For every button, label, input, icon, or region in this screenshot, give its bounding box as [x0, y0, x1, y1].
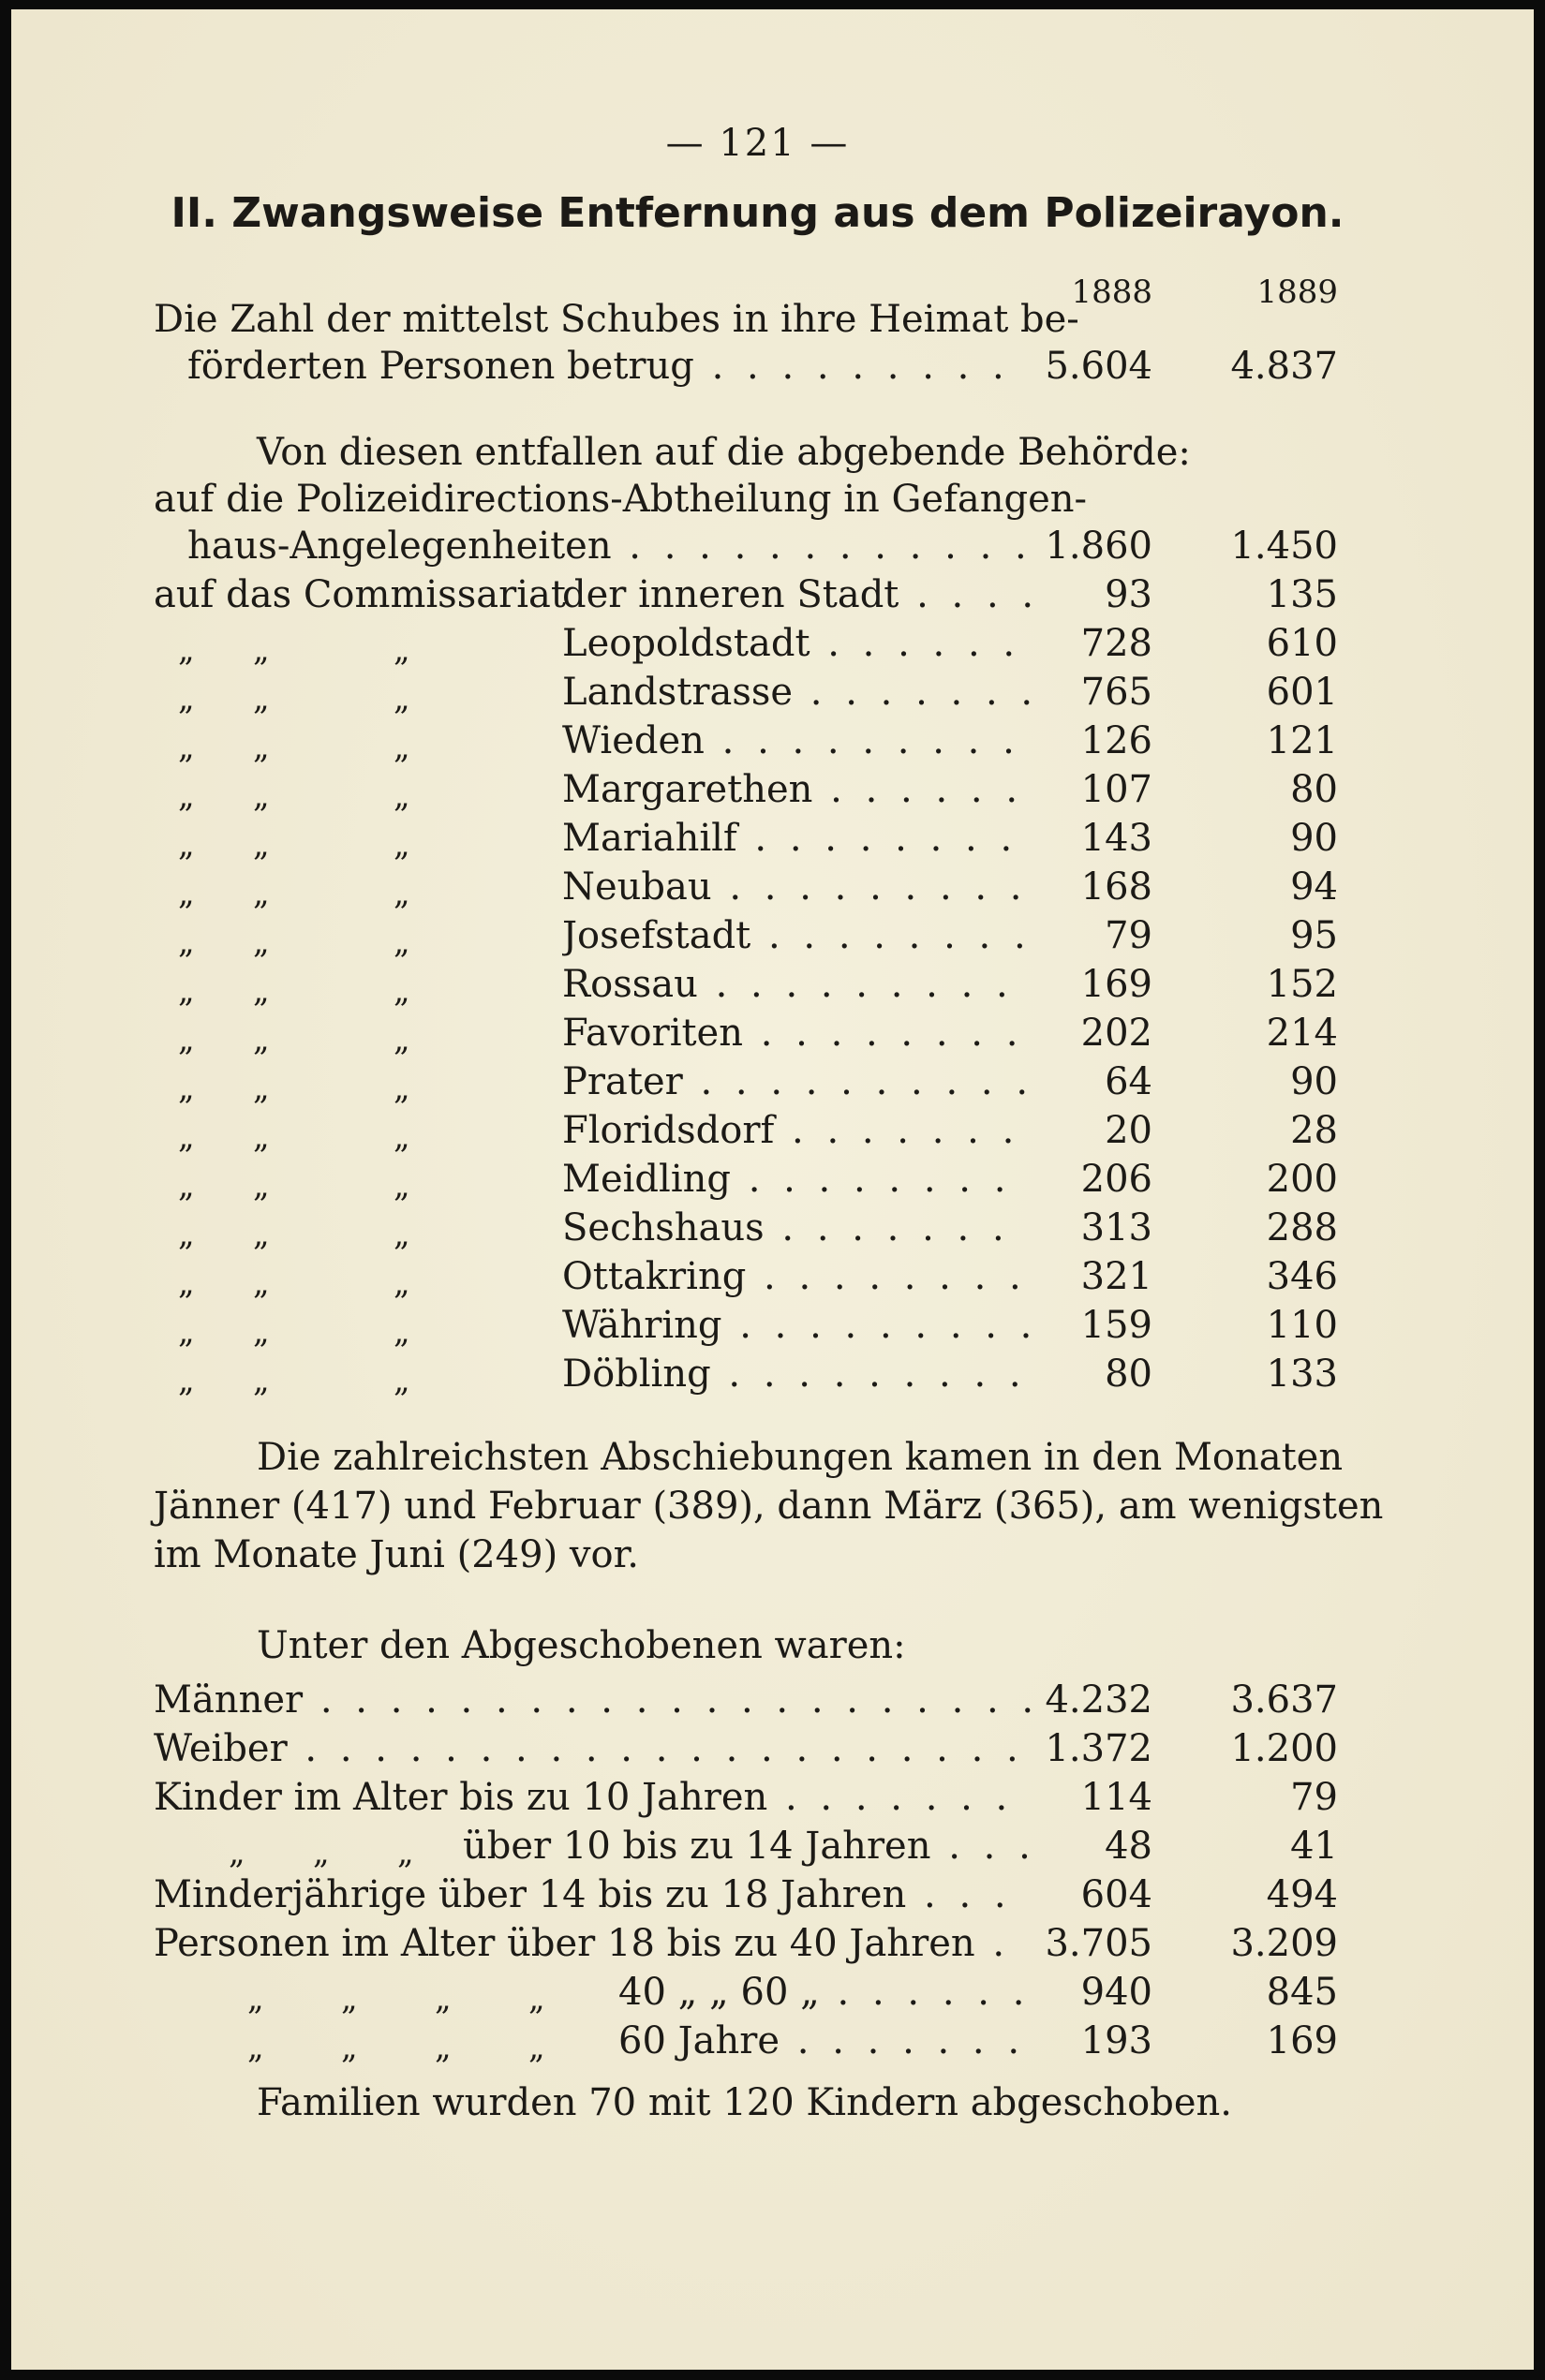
- district-value-1888: 321: [1080, 1255, 1152, 1298]
- ditto-mark: „: [178, 1021, 195, 1058]
- deported-value-1889: 79: [1290, 1776, 1338, 1819]
- district-value-1888: 143: [1080, 817, 1152, 860]
- district-name: [562, 1353, 1031, 1396]
- ditto-mark: „: [253, 1216, 270, 1253]
- district-value-1888: 64: [1105, 1060, 1152, 1103]
- district-value-1888: 93: [1105, 573, 1152, 616]
- district-value-1889: 80: [1290, 768, 1338, 811]
- authorities-intro: Von diesen entfallen auf die abgebende Behörde:: [257, 431, 1191, 474]
- deported-label-text: Kinder im Alter bis zu 10 Jahren: [154, 1776, 768, 1819]
- ditto-mark: „: [178, 1167, 195, 1205]
- district-name: [562, 768, 1031, 811]
- district-value-1889: 121: [1266, 719, 1338, 762]
- district-name-text: Neubau: [562, 865, 712, 909]
- ditto-mark: „: [394, 631, 410, 669]
- ditto-mark: „: [394, 826, 410, 864]
- ditto-mark: „: [253, 972, 270, 1010]
- district-value-1888: 313: [1080, 1206, 1152, 1249]
- deported-label-text: Personen im Alter über 18 bis zu 40 Jahren: [154, 1922, 975, 1965]
- ditto-mark: „: [178, 777, 195, 815]
- district-value-1889: 110: [1266, 1304, 1338, 1347]
- ditto-mark: „: [253, 875, 270, 912]
- deported-label-text: Minderjährige über 14 bis zu 18 Jahren: [154, 1873, 907, 1916]
- district-name-text: Währing: [562, 1304, 722, 1347]
- district-value-1889: 90: [1290, 1060, 1338, 1103]
- district-name-text: Rossau: [562, 963, 698, 1006]
- district-value-1889: 601: [1266, 671, 1338, 714]
- district-name-text: Ottakring: [562, 1255, 747, 1298]
- ditto-mark: „: [253, 1118, 270, 1156]
- deported-intro: Unter den Abgeschobenen waren:: [257, 1624, 906, 1667]
- section-title: II. Zwangsweise Entfernung aus dem Polizeirayon.: [171, 189, 1344, 237]
- ditto-mark: „: [253, 777, 270, 815]
- deported-value-1888: 4.232: [1045, 1678, 1152, 1722]
- polizei-line-1: auf die Polizeidirections-Abtheilung in Gefangen-: [154, 478, 1088, 521]
- district-name-text: Döbling: [562, 1353, 711, 1396]
- ditto-mark: „: [435, 1980, 452, 2018]
- district-value-1889: 214: [1266, 1012, 1338, 1055]
- deported-value-1889: 41: [1290, 1825, 1338, 1868]
- district-value-1888: 126: [1080, 719, 1152, 762]
- deported-value-1888: 940: [1080, 1971, 1152, 2014]
- ditto-mark: „: [178, 1216, 195, 1253]
- ditto-mark: „: [394, 1118, 410, 1156]
- district-name: [562, 1109, 1031, 1152]
- deported-label: [618, 1971, 1031, 2014]
- ditto-mark: „: [229, 1834, 245, 1871]
- ditto-mark: „: [394, 729, 410, 766]
- deported-value-1889: 845: [1266, 1971, 1338, 2014]
- polizei-line-2-text: haus-Angelegenheiten: [187, 525, 612, 568]
- deported-value-1888: 114: [1080, 1776, 1152, 1819]
- district-value-1889: 95: [1290, 914, 1338, 957]
- ditto-mark: „: [394, 1313, 410, 1351]
- ditto-mark: „: [178, 729, 195, 766]
- ditto-mark: „: [313, 1834, 330, 1871]
- families-note: Familien wurden 70 mit 120 Kindern abgeschoben.: [257, 2081, 1232, 2124]
- district-name: [562, 1158, 1031, 1201]
- ditto-mark: „: [178, 826, 195, 864]
- district-value-1888: 159: [1080, 1304, 1152, 1347]
- ditto-mark: „: [178, 972, 195, 1010]
- district-value-1889: 28: [1290, 1109, 1338, 1152]
- deported-label: [463, 1825, 1031, 1868]
- ditto-mark: „: [394, 1264, 410, 1302]
- district-name: [562, 963, 1031, 1006]
- district-name-text: Landstrasse: [562, 671, 794, 714]
- intro-value-1889: 4.837: [1230, 345, 1338, 388]
- ditto-mark: „: [394, 1021, 410, 1058]
- months-paragraph-line-1: Die zahlreichsten Abschiebungen kamen in den Monaten: [257, 1436, 1344, 1479]
- district-value-1889: 200: [1266, 1158, 1338, 1201]
- ditto-mark: „: [253, 631, 270, 669]
- district-value-1888: 202: [1080, 1012, 1152, 1055]
- ditto-mark: „: [253, 1021, 270, 1058]
- ditto-mark: „: [394, 1167, 410, 1205]
- deported-value-1888: 3.705: [1045, 1922, 1152, 1965]
- ditto-mark: „: [178, 1118, 195, 1156]
- deported-value-1888: 48: [1105, 1825, 1152, 1868]
- district-name-text: Favoriten: [562, 1012, 743, 1055]
- polizei-value-1888: 1.860: [1045, 525, 1152, 568]
- deported-label: [618, 2019, 1031, 2062]
- ditto-mark: „: [394, 680, 410, 717]
- deported-label: [154, 1727, 1031, 1770]
- district-name: [562, 914, 1031, 957]
- deported-value-1888: 604: [1080, 1873, 1152, 1916]
- deported-label: [154, 1873, 1031, 1916]
- ditto-mark: „: [394, 924, 410, 961]
- ditto-mark: „: [341, 2029, 358, 2066]
- intro-line-2-text: förderten Personen betrug: [187, 345, 694, 388]
- ditto-mark: „: [178, 875, 195, 912]
- district-name: [562, 817, 1031, 860]
- ditto-mark: „: [435, 2029, 452, 2066]
- district-value-1889: 133: [1266, 1353, 1338, 1396]
- district-value-1889: 135: [1266, 573, 1338, 616]
- deported-label: [154, 1922, 1031, 1965]
- district-name-text: Margarethen: [562, 768, 813, 811]
- ditto-mark: „: [253, 1264, 270, 1302]
- district-value-1888: 765: [1080, 671, 1152, 714]
- ditto-mark: „: [178, 680, 195, 717]
- intro-line-1: Die Zahl der mittelst Schubes in ihre Heimat be-: [154, 298, 1079, 341]
- deported-label: [154, 1776, 1031, 1819]
- district-value-1888: 20: [1105, 1109, 1152, 1152]
- ditto-mark: „: [394, 875, 410, 912]
- ditto-mark: „: [394, 1216, 410, 1253]
- district-name-text: der inneren Stadt: [562, 573, 899, 616]
- district-value-1888: 107: [1080, 768, 1152, 811]
- months-paragraph-line-2: Jänner (417) und Februar (389), dann März (365), am wenigsten: [154, 1485, 1384, 1528]
- district-value-1888: 169: [1080, 963, 1152, 1006]
- ditto-mark: „: [247, 2029, 264, 2066]
- ditto-mark: „: [341, 1980, 358, 2018]
- page-number: — 121 —: [665, 122, 850, 165]
- ditto-mark: „: [178, 1362, 195, 1399]
- deported-label: [154, 1678, 1031, 1722]
- district-name: [562, 1206, 1031, 1249]
- district-name: [562, 719, 1031, 762]
- ditto-mark: „: [253, 729, 270, 766]
- months-paragraph-line-3: im Monate Juni (249) vor.: [154, 1533, 640, 1576]
- district-name-text: Mariahilf: [562, 817, 737, 860]
- intro-value-1888: 5.604: [1045, 345, 1152, 388]
- deported-value-1889: 494: [1266, 1873, 1338, 1916]
- deported-label-text: über 10 bis zu 14 Jahren: [463, 1825, 931, 1868]
- deported-value-1888: 1.372: [1045, 1727, 1152, 1770]
- ditto-mark: „: [394, 972, 410, 1010]
- deported-value-1889: 3.209: [1230, 1922, 1338, 1965]
- district-name-text: Josefstadt: [562, 914, 751, 957]
- ditto-mark: „: [178, 1313, 195, 1351]
- district-value-1889: 90: [1290, 817, 1338, 860]
- district-name: [562, 1255, 1031, 1298]
- district-value-1889: 94: [1290, 865, 1338, 909]
- ditto-mark: „: [394, 1070, 410, 1107]
- district-name: [562, 573, 1031, 616]
- district-name: [562, 865, 1031, 909]
- deported-value-1888: 193: [1080, 2019, 1152, 2062]
- ditto-mark: „: [394, 1362, 410, 1399]
- ditto-mark: „: [253, 1070, 270, 1107]
- district-value-1889: 346: [1266, 1255, 1338, 1298]
- ditto-mark: „: [178, 1264, 195, 1302]
- ditto-mark: „: [397, 1834, 414, 1871]
- deported-label-text: Männer: [154, 1678, 304, 1722]
- ditto-mark: „: [253, 826, 270, 864]
- district-name: [562, 671, 1031, 714]
- ditto-mark: „: [528, 1980, 545, 2018]
- ditto-mark: „: [178, 631, 195, 669]
- deported-value-1889: 169: [1266, 2019, 1338, 2062]
- polizei-line-2: [187, 525, 1031, 568]
- ditto-mark: „: [253, 1167, 270, 1205]
- district-name-text: Leopoldstadt: [562, 622, 810, 665]
- ditto-mark: „: [253, 1362, 270, 1399]
- district-value-1888: 79: [1105, 914, 1152, 957]
- district-value-1889: 288: [1266, 1206, 1338, 1249]
- deported-label-text: 40 „ „ 60 „: [618, 1971, 820, 2014]
- district-name: [562, 1304, 1031, 1347]
- year-header-1889: 1889: [1256, 273, 1338, 311]
- district-name: [562, 1012, 1031, 1055]
- district-name-text: Floridsdorf: [562, 1109, 775, 1152]
- deported-value-1889: 1.200: [1230, 1727, 1338, 1770]
- district-name-text: Prater: [562, 1060, 683, 1103]
- ditto-mark: „: [178, 924, 195, 961]
- district-name: [562, 1060, 1031, 1103]
- ditto-mark: „: [394, 777, 410, 815]
- district-value-1888: 206: [1080, 1158, 1152, 1201]
- district-value-1889: 152: [1266, 963, 1338, 1006]
- district-name: [562, 622, 1031, 665]
- district-value-1888: 80: [1105, 1353, 1152, 1396]
- ditto-mark: „: [178, 1070, 195, 1107]
- book-page: [11, 9, 1534, 2370]
- deported-value-1889: 3.637: [1230, 1678, 1338, 1722]
- polizei-value-1889: 1.450: [1230, 525, 1338, 568]
- ditto-mark: „: [247, 1980, 264, 2018]
- ditto-mark: „: [253, 680, 270, 717]
- district-value-1888: 168: [1080, 865, 1152, 909]
- ditto-mark: „: [528, 2029, 545, 2066]
- district-value-1889: 610: [1266, 622, 1338, 665]
- district-name-text: Wieden: [562, 719, 705, 762]
- commissariat-prefix: auf das Commissariat: [154, 573, 566, 616]
- district-name-text: Meidling: [562, 1158, 731, 1201]
- district-name-text: Sechshaus: [562, 1206, 765, 1249]
- year-header-1888: 1888: [1071, 273, 1152, 311]
- ditto-mark: „: [253, 924, 270, 961]
- deported-label-text: Weiber: [154, 1727, 288, 1770]
- ditto-mark: „: [253, 1313, 270, 1351]
- deported-label-text: 60 Jahre: [618, 2019, 780, 2062]
- district-value-1888: 728: [1080, 622, 1152, 665]
- intro-line-2: [187, 345, 1031, 388]
